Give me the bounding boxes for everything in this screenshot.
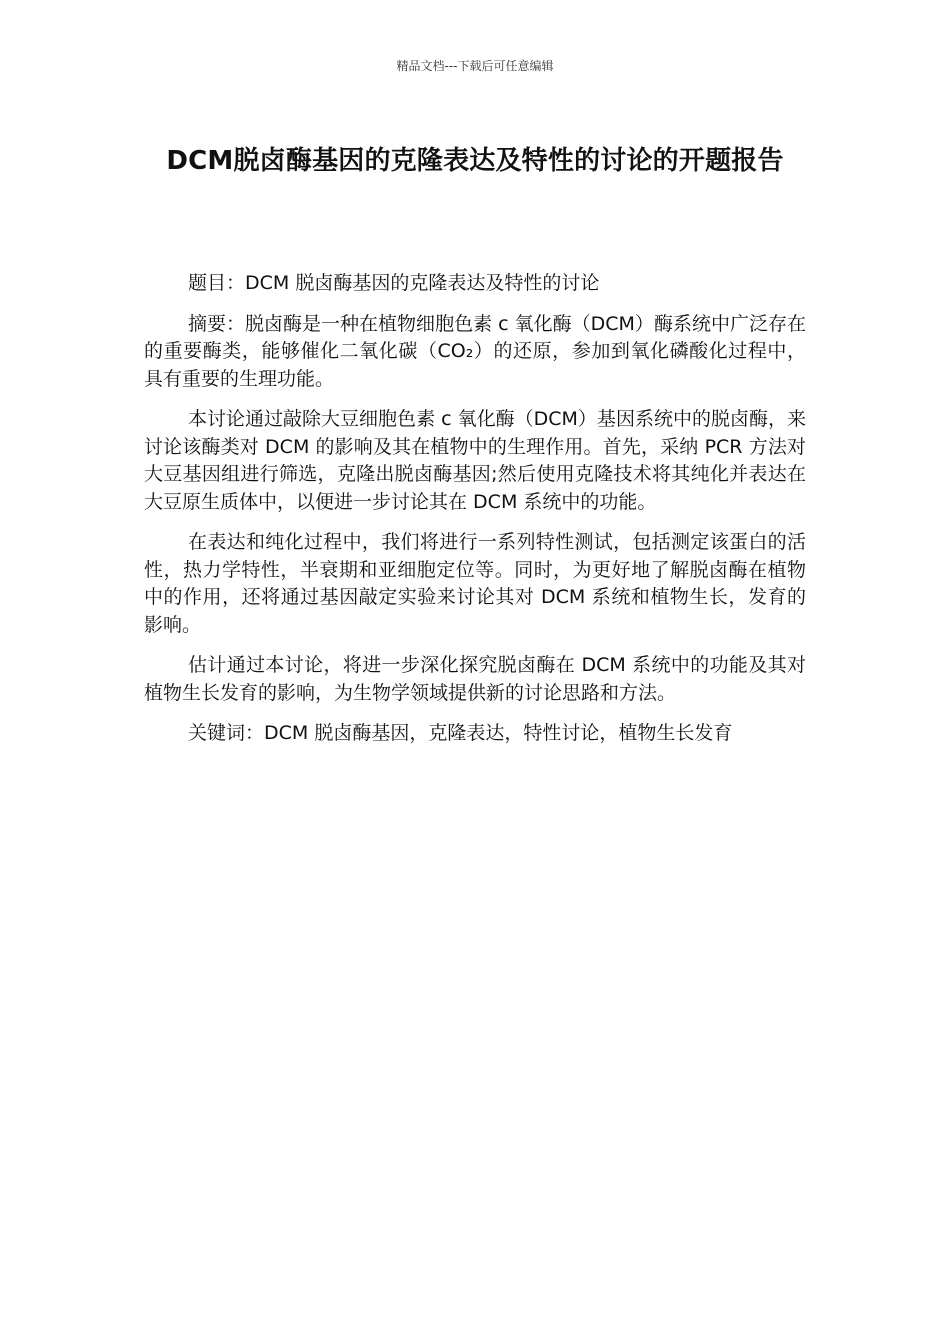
topic-text: DCM 脱卤酶基因的克隆表达及特性的讨论: [245, 272, 600, 294]
page-header: 精品文档---下载后可任意编辑: [396, 59, 554, 73]
keywords-paragraph: [144, 720, 806, 748]
body-paragraph-3: 估计通过本讨论，将进一步深化探究脱卤酶在 DCM 系统中的功能及其对植物生长发育的影响，为生物学领域提供新的讨论思路和方法。: [144, 654, 806, 704]
body-paragraph-1: 本讨论通过敲除大豆细胞色素 c 氧化酶（DCM）基因系统中的脱卤酶，来讨论该酶类对 DCM 的影响及其在植物中的生理作用。首先，采纳 PCR 方法对大豆基因组进行筛选，克隆出脱卤酶基因;然后使用克隆技术将其纯化并表达在大豆原生质体中，以便进一步讨论其在 DCM 系统中的功能。: [144, 408, 806, 513]
keywords-text: DCM 脱卤酶基因，克隆表达，特性讨论，植物生长发育: [264, 722, 733, 744]
body-paragraph-2: 在表达和纯化过程中，我们将进行一系列特性测试，包括测定该蛋白的活性，热力学特性，半衰期和亚细胞定位等。同时，为更好地了解脱卤酶在植物中的作用，还将通过基因敲定实验来讨论其对 DCM 系统和植物生长，发育的影响。: [144, 531, 806, 636]
abstract-paragraph: [144, 311, 806, 394]
keywords-label: 关键词：: [188, 722, 265, 744]
document-title: DCM脱卤酶基因的克隆表达及特性的讨论的开题报告: [166, 146, 784, 176]
abstract-text: 脱卤酶是一种在植物细胞色素 c 氧化酶（DCM）酶系统中广泛存在的重要酶类，能够催化二氧化碳（CO₂）的还原，参加到氧化磷酸化过程中，具有重要的生理功能。: [144, 312, 806, 390]
topic-label: 题目：: [188, 272, 246, 294]
abstract-label: 摘要：: [188, 312, 246, 335]
topic-paragraph: [144, 270, 806, 298]
document-body: [144, 270, 806, 761]
